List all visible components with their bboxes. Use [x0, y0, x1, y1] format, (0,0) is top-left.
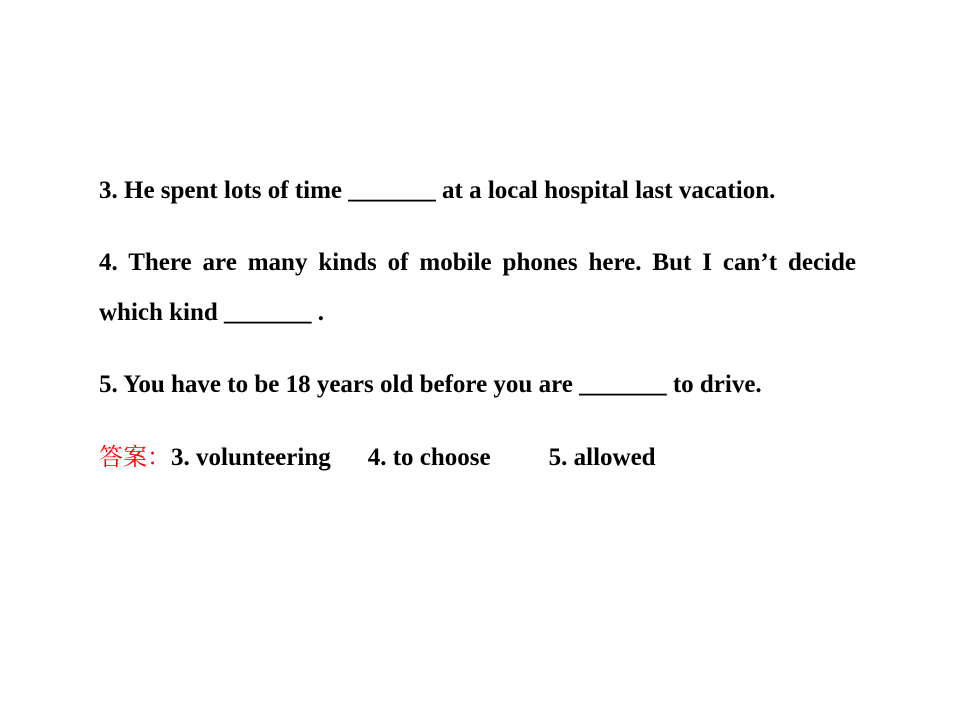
answer-item-5: 5. allowed [548, 444, 656, 471]
question-4: 4. There are many kinds of mobile phones here. But I can’t decide which kind _______ . [99, 249, 856, 326]
answer-line [99, 432, 856, 483]
exercise-content [99, 166, 856, 483]
answer-label: 答案： [99, 443, 171, 471]
answer-item-3: 3. volunteering [171, 444, 331, 471]
question-3: 3. He spent lots of time _______ at a local hospital last vacation. [99, 177, 776, 204]
answer-item-4: 4. to choose [367, 444, 491, 471]
question-5: 5. You have to be 18 years old before you are _______ to drive. [99, 371, 762, 398]
